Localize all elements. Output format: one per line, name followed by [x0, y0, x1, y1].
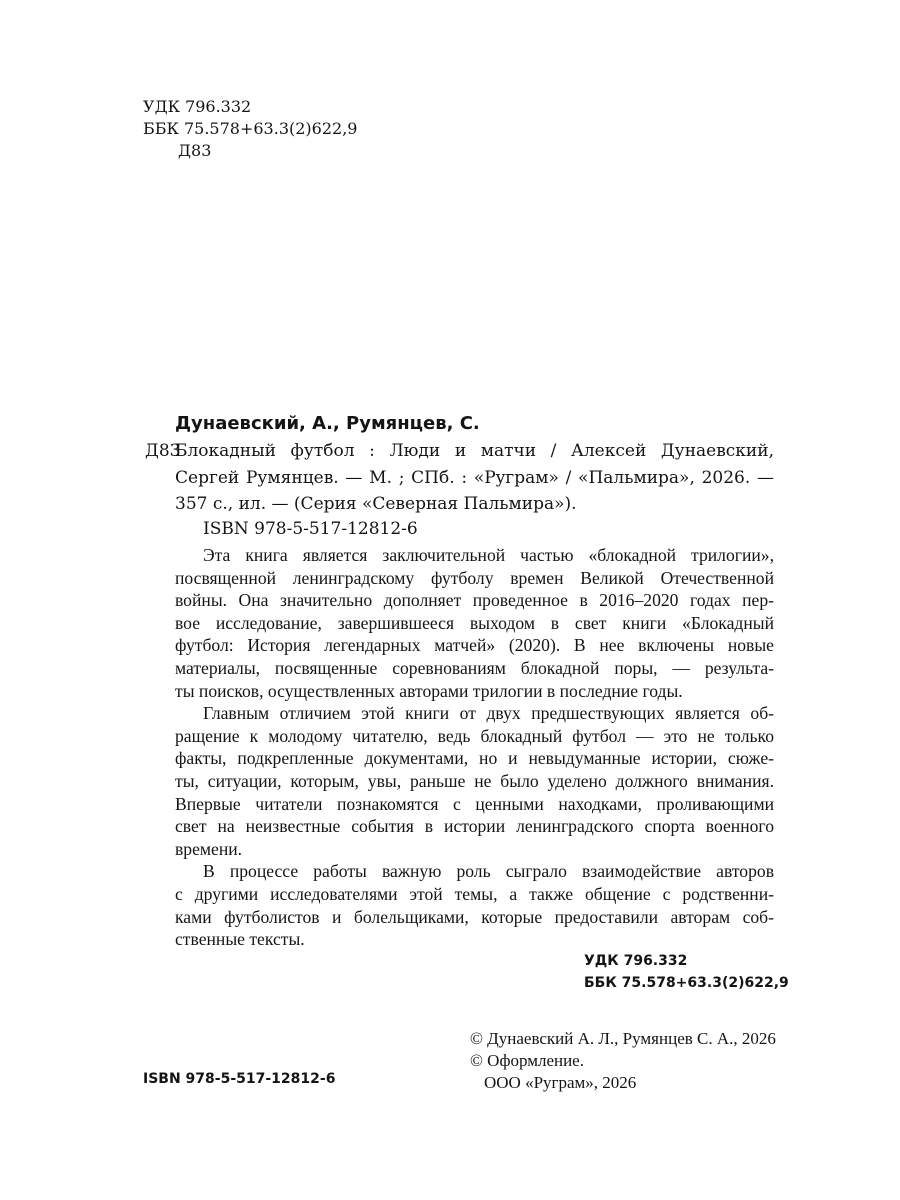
udk-footer: УДК 796.332	[584, 953, 688, 969]
abstract-line: ты, ситуации, которым, увы, раньше не было уделено должного внимания.	[175, 770, 774, 791]
abstract-line: материалы, посвященные соревнованиям блокадной поры, — результа-	[175, 657, 774, 678]
abstract-line: ращение к молодому читателю, ведь блокадный футбол — это не только	[175, 725, 774, 746]
abstract-line: факты, подкрепленные документами, но и невыдуманные истории, сюже-	[175, 748, 774, 769]
udk-header: УДК 796.332	[143, 97, 252, 116]
author-code: Д83	[145, 441, 181, 461]
bbk-footer: ББК 75.578+63.3(2)622,9	[584, 975, 789, 991]
biblio-line: Сергей Румянцев. — М. ; СПб. : «Рyграм» / «Пальмира», 2026. —	[175, 467, 774, 488]
abstract-line: войны. Она значительно дополняет проведенное в 2016–2020 годах пер-	[175, 590, 774, 611]
abstract-line: ками футболистов и болельщиками, которые предоставили авторам соб-	[175, 906, 774, 927]
authors-heading: Дунаевский, А., Румянцев, С.	[175, 413, 480, 434]
isbn-record: ISBN 978-5-517-12812-6	[203, 519, 418, 539]
author-mark-header: Д83	[178, 141, 212, 160]
copyright-block	[470, 1028, 776, 1094]
copyright-publisher: ООО «Рyграм», 2026	[484, 1073, 637, 1092]
copyright-design: © Оформление.	[470, 1051, 584, 1070]
copyright-authors: © Дунаевский А. Л., Румянцев С. А., 2026	[470, 1029, 776, 1048]
abstract-line: Главным отличием этой книги от двух предшествующих является об-	[203, 703, 774, 724]
bbk-header: ББК 75.578+63.3(2)622,9	[143, 119, 358, 138]
abstract-line: посвященной ленинградскому футболу времен Великой Отечественной	[175, 567, 774, 588]
bibliographic-description	[175, 438, 774, 518]
abstract-line: ственные тексты.	[175, 929, 305, 950]
abstract-line: ты поисков, осуществленных авторами трилогии в последние годы.	[175, 680, 683, 701]
abstract-line: с другими исследователями этой темы, а также общение с родственни-	[175, 883, 774, 904]
abstract-line: Впервые читатели познакомятся с ценными находками, проливающими	[175, 793, 774, 814]
abstract-line: времени.	[175, 838, 243, 859]
abstract-line: вое исследование, завершившееся выходом в свет книги «Блокадный	[175, 612, 774, 633]
abstract-line: свет на неизвестные события в истории ленинградского спорта военного	[175, 816, 774, 837]
abstract-line: футбол: История легендарных матчей» (2020). В нее включены новые	[175, 635, 774, 656]
abstract-line: В процессе работы важную роль сыграло взаимодействие авторов	[203, 861, 774, 882]
biblio-line: 357 с., ил. — (Серия «Северная Пальмира»).	[175, 494, 577, 514]
isbn-footer: ISBN 978-5-517-12812-6	[143, 1071, 336, 1087]
abstract	[175, 544, 774, 951]
biblio-line: Блокадный футбол : Люди и матчи / Алексей Дунаевский,	[175, 441, 774, 461]
abstract-line: Эта книга является заключительной частью «блокадной трилогии»,	[203, 545, 774, 565]
footer-codes	[584, 950, 789, 994]
